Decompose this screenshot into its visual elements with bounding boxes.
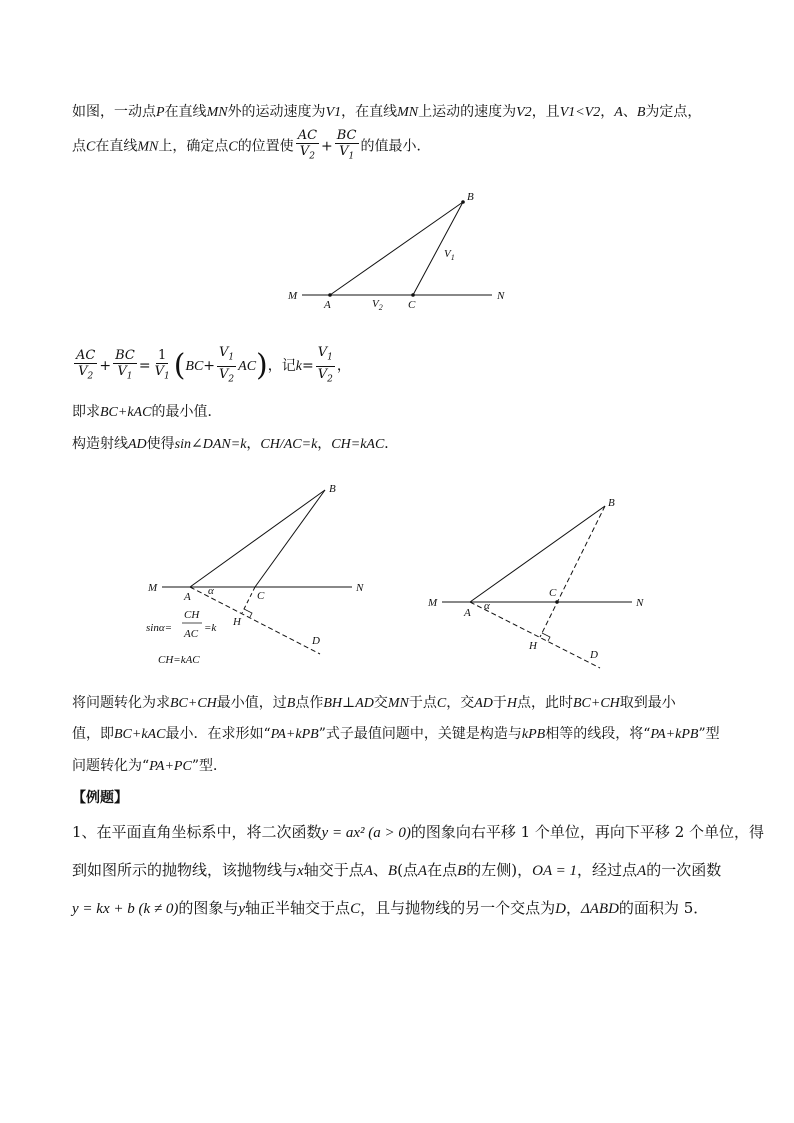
- point-a: [328, 293, 332, 297]
- figure-1-diagram: [280, 185, 520, 315]
- para2-line-2: 值，即BC+kAC最小．在求形如“PA+kPB”式子最值问题中，关键是构造与kPB相等的线段，将“PA+kPB”型: [72, 726, 720, 742]
- svg-text:A: A: [184, 591, 191, 603]
- label-v2: $V_2$: [372, 298, 383, 312]
- intro-line-1: 如图，一动点P在直线MN外的运动速度为V1，在直线MN上运动的速度为V2，且V1<V2，A、B为定点，: [72, 104, 702, 120]
- svg-text:=k: =k: [204, 622, 217, 634]
- svg-text:H: H: [233, 616, 241, 628]
- para2-line-1: 将问题转化为求BC+CH最小值，过B点作BH⊥AD交MN于点C，交AD于H点，此时BC+CH取到最小: [72, 695, 676, 711]
- svg-text:AC: AC: [184, 628, 199, 640]
- svg-text:α: α: [208, 585, 214, 597]
- svg-text:CH: CH: [184, 609, 200, 621]
- point-c: [411, 293, 415, 297]
- figure-3-diagram: [420, 492, 660, 672]
- label-b: B: [467, 191, 474, 203]
- svg-text:D: D: [590, 649, 598, 661]
- svg-text:N: N: [636, 597, 644, 609]
- formula-line: $\frac{AC}{V_2}$ + $\frac{BC}{V_1}$ = $\frac{1}{V_1}$ (BC+ $\frac{V_1}{V_2}$ AC)，记k= $\frac{V_1}{V_2}$ ，: [76, 344, 351, 385]
- segment-cb: [413, 202, 463, 295]
- svg-text:C: C: [549, 587, 557, 599]
- svg-text:N: N: [356, 582, 364, 594]
- example-title: 【例题】: [72, 790, 128, 806]
- min-line: 即求BC+kAC的最小值．: [72, 404, 222, 420]
- svg-text:M: M: [148, 582, 158, 594]
- label-c: C: [408, 299, 416, 311]
- example-line-2: 到如图所示的抛物线，该抛物线与x轴交于点A、B(点A在点B的左侧)，OA = 1，经过点A的一次函数: [72, 861, 722, 879]
- svg-text:B: B: [608, 497, 615, 509]
- example-line-3: y = kx + b (k ≠ 0)的图象与y轴正半轴交于点C，且与抛物线的另一个交点为D，ΔABD的面积为 5．: [72, 899, 709, 917]
- figure-2-diagram: [140, 480, 380, 675]
- fraction-bc-v1: $\frac{BC}{V_1}$: [336, 128, 357, 162]
- para2-line-3: 问题转化为“PA+PC”型．: [72, 758, 227, 774]
- svg-text:C: C: [257, 590, 265, 602]
- label-m: M: [288, 290, 298, 302]
- label-n: N: [497, 290, 505, 302]
- fraction-ac-v2: $\frac{AC}{V_2}$: [297, 128, 318, 162]
- svg-text:A: A: [464, 607, 471, 619]
- svg-text:H: H: [529, 640, 537, 652]
- svg-text:CH=kAC: CH=kAC: [158, 654, 200, 666]
- point-b: [461, 200, 465, 204]
- svg-text:D: D: [312, 635, 320, 647]
- intro-line-2: 点C在直线MN上，确定点C的位置使 $\frac{AC}{V_2}$ + $\frac{BC}{V_1}$ 的值最小．: [72, 128, 431, 165]
- label-a: A: [324, 299, 331, 311]
- svg-text:sinα=: sinα=: [146, 622, 173, 634]
- example-line-1: 1、在平面直角坐标系中，将二次函数y = ax² (a > 0)的图象向右平移 1 个单位，再向下平移 2 个单位，得: [72, 823, 765, 841]
- svg-text:M: M: [428, 597, 438, 609]
- label-v1: $V_1$: [444, 248, 455, 262]
- svg-text:α: α: [484, 600, 490, 612]
- svg-text:B: B: [329, 483, 336, 495]
- construct-line: 构造射线AD使得sin∠DAN=k，CH/AC=k，CH=kAC．: [72, 436, 399, 452]
